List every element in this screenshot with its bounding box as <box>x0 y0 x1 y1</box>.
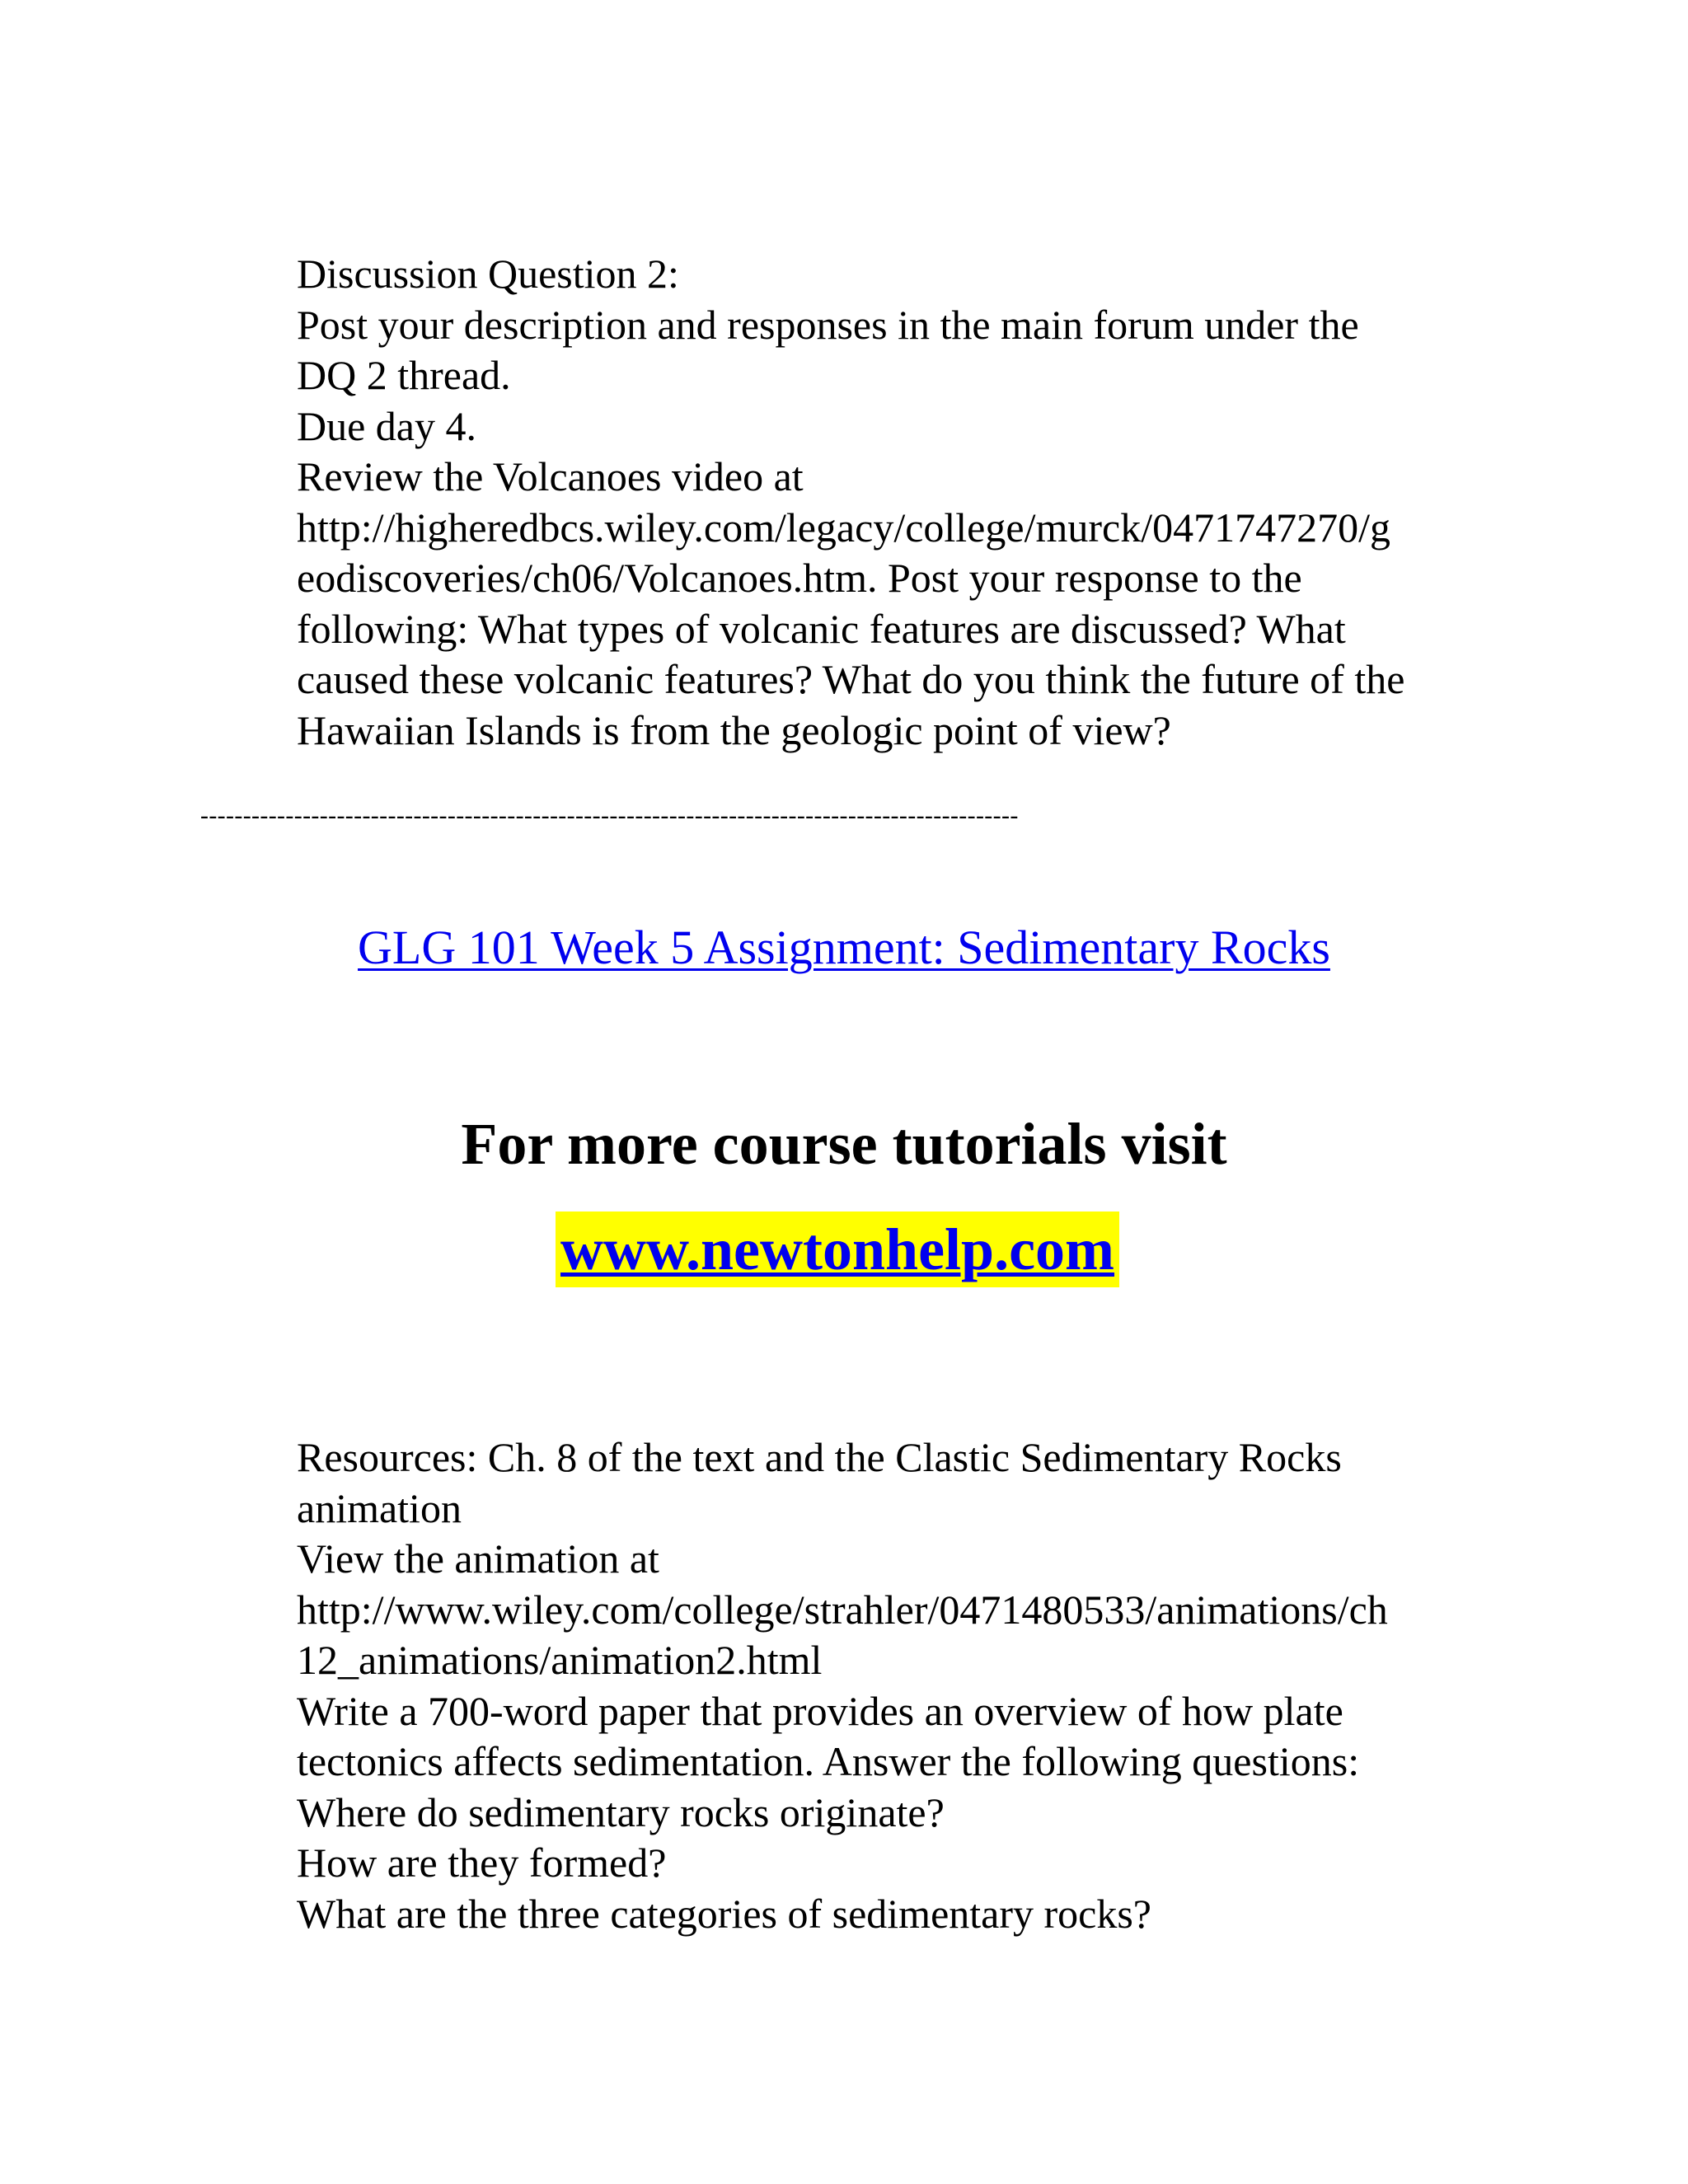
resources-text-line: Write a 700-word paper that provides an overview of how plate <box>297 1687 1343 1734</box>
assignment-title-link[interactable]: GLG 101 Week 5 Assignment: Sedimentary Rocks <box>358 921 1330 974</box>
dq-text-line: Hawaiian Islands is from the geologic point of view? <box>297 706 1171 753</box>
question-line: What are the three categories of sedimentary rocks? <box>297 1890 1151 1937</box>
dq-due-line: Due day 4. <box>297 402 476 449</box>
promo-link-highlight <box>556 1212 1119 1287</box>
dq-title: Discussion Question 2: <box>297 251 679 297</box>
dq-text-line: DQ 2 thread. <box>297 352 511 398</box>
resources-text-line: Resources: Ch. 8 of the text and the Clastic Sedimentary Rocks <box>297 1434 1342 1480</box>
newtonhelp-link[interactable]: www.newtonhelp.com <box>560 1216 1115 1282</box>
question-line: Where do sedimentary rocks originate? <box>297 1788 945 1835</box>
resources-text-line: View the animation at <box>297 1535 659 1582</box>
resources-url-line: 12_animations/animation2.html <box>297 1637 823 1683</box>
resources-text-line: animation <box>297 1484 462 1531</box>
dq-text-line: Post your description and responses in the main forum under the <box>297 301 1359 348</box>
promo-heading: For more course tutorials visit <box>461 1111 1227 1177</box>
dq-text-line: following: What types of volcanic features are discussed? What <box>297 605 1346 652</box>
dq-url-line: eodiscoveries/ch06/Volcanoes.htm. Post your response to the <box>297 555 1302 601</box>
dashed-divider: ------------------------------------------------------------------------------------------------ <box>200 802 1019 829</box>
dq-url-line: http://higheredbcs.wiley.com/legacy/college/murck/0471747270/g <box>297 504 1390 551</box>
dq-text-line: caused these volcanic features? What do you think the future of the <box>297 656 1405 702</box>
resources-text-line: tectonics affects sedimentation. Answer the following questions: <box>297 1738 1360 1784</box>
dq-text-line: Review the Volcanoes video at <box>297 453 804 499</box>
discussion-question-block <box>297 249 1500 756</box>
question-line: How are they formed? <box>297 1840 667 1886</box>
resources-block <box>297 1432 1500 1939</box>
resources-url-line: http://www.wiley.com/college/strahler/0471480533/animations/ch <box>297 1586 1388 1633</box>
